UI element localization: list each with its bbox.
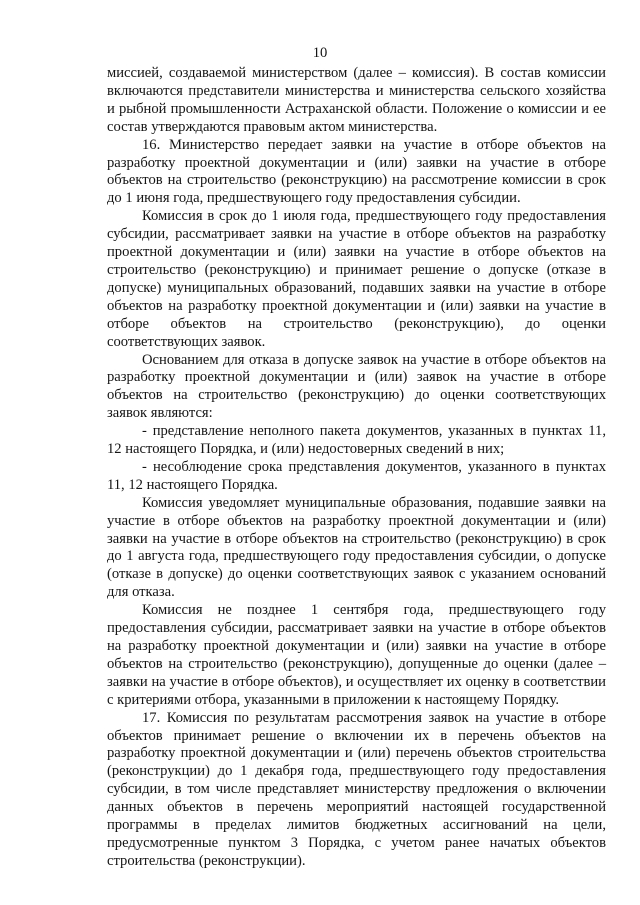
- list-item-incomplete-documents: - представление неполного пакета документов, указанных в пунктах 11, 12 настоящего Порядка, и (или) недостоверных сведений в них;: [107, 423, 606, 458]
- paragraph-refusal-grounds: Основанием для отказа в допуске заявок на участие в отборе объектов на разработку проектной документации и (или) заявок на участие в отборе объектов на строительство (реконструкцию) до оценки соответствующих заявок являются:: [107, 351, 606, 422]
- paragraph-item-17: 17. Комиссия по результатам рассмотрения заявок на участие в отборе объектов принимает решение о включении их в перечень объектов на разработку проектной документации и (или) перечень объектов строительства (реконструкции) до 1 декабря года, предшествующего году предоставления субсидии, в том числе представляет министерству предложения о включении данных объектов в перечень мероприятий настоящей государственной программы в пределах лимитов бюджетных ассигнований на цели, предусмотренные пунктом 3 Порядка, с учетом ранее начатых объектов строительства (реконструкции).: [107, 709, 606, 869]
- paragraph-evaluation: Комиссия не позднее 1 сентября года, предшествующего году предоставления субсидии, рассматривает заявки на участие в отборе объектов на разработку проектной документации и (или) заявки на участие в отборе объектов на строительство (реконструкцию), допущенные до оценки (далее – заявки на участие в отборе объектов), и осуществляет их оценку в соответствии с критериями отбора, указанными в приложении к настоящему Порядку.: [107, 602, 606, 708]
- page-number: 10: [312, 45, 328, 61]
- list-item-deadline-violation: - несоблюдение срока представления документов, указанного в пунктах 11, 12 настоящего Порядка.: [107, 458, 606, 493]
- paragraph-item-16: 16. Министерство передает заявки на участие в отборе объектов на разработку проектной документации и (или) заявки на участие в отборе объектов на строительство (реконструкцию) на рассмотрение комиссии в срок до 1 июня года, предшествующего году предоставления субсидии.: [107, 136, 606, 207]
- document-body: [107, 65, 606, 871]
- paragraph-commission-review: Комиссия в срок до 1 июля года, предшествующего году предоставления субсидии, рассматривает заявки на участие в отборе объектов на разработку проектной документации и (или) заявки на участие в отборе объектов на строительство (реконструкцию) и принимает решение о допуске (отказе в допуске) муниципальных образований, подавших заявки на участие в отборе объектов на разработку проектной документации и (или) заявки на участие в отборе объектов на строительство (реконструкцию), до оценки соответствующих заявок.: [107, 208, 606, 350]
- paragraph-notification: Комиссия уведомляет муниципальные образования, подавшие заявки на участие в отборе объектов на разработку проектной документации и (или) заявки на участие в отборе объектов на строительство (реконструкцию) в срок до 1 августа года, предшествующего году предоставления субсидии, о допуске (отказе в допуске) до оценки соответствующих заявок с указанием оснований для отказа.: [107, 494, 606, 601]
- paragraph-commission-composition: миссией, создаваемой министерством (далее – комиссия). В состав комиссии включаются представители министерства и министерства сельского хозяйства и рыбной промышленности Астраханской области. Положение о комиссии и ее состав утверждаются правовым актом министерства.: [107, 65, 606, 135]
